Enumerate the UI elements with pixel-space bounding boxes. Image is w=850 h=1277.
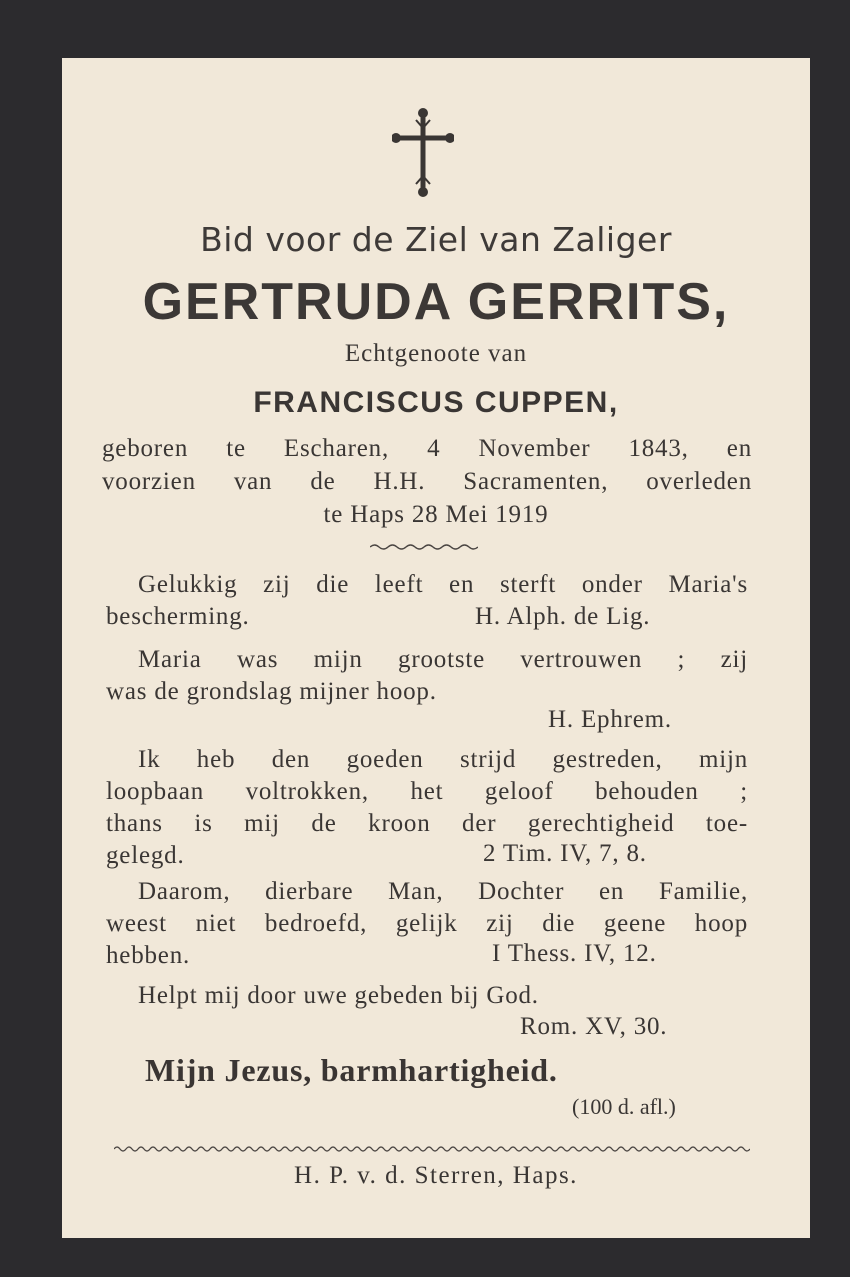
- birth-line: te Haps 28 Mei 1919: [323, 501, 549, 528]
- quote-line: Maria was mijn grootste vertrouwen ; zij: [138, 646, 748, 673]
- quote-text: [106, 744, 748, 872]
- quote-text: [106, 569, 748, 633]
- quote-source: I Thess. IV, 12.: [492, 940, 657, 967]
- spouse-intro: Echtgenoote van: [344, 340, 528, 367]
- ornament-divider: [114, 1144, 750, 1154]
- quote-line: was de grondslag mijner hoop.: [106, 678, 437, 705]
- birth-line: geboren te Escharen, 4 November 1843, en: [102, 435, 752, 462]
- quote-source: H. Alph. de Lig.: [475, 603, 651, 630]
- quote-line: hebben.: [106, 942, 191, 969]
- ornament-divider: [370, 542, 478, 552]
- indulgence-note: (100 d. afl.): [572, 1094, 676, 1119]
- quote-source: H. Ephrem.: [548, 706, 672, 733]
- deceased-name: GERTRUDA GERRITS,: [142, 273, 730, 331]
- quote-line: weest niet bedroefd, gelijk zij die geene hoop: [106, 910, 748, 937]
- closing-prayer: Mijn Jezus, barmhartigheid.: [145, 1052, 558, 1088]
- quote-line: bescherming.: [106, 603, 250, 630]
- quote-line: thans is mij de kroon der gerechtigheid toe-: [106, 810, 748, 837]
- quote-line: Helpt mij door uwe gebeden bij God.: [138, 982, 539, 1009]
- quote-source: Rom. XV, 30.: [520, 1013, 668, 1040]
- quote-line: gelegd.: [106, 842, 185, 869]
- cross-icon: [392, 106, 454, 198]
- quote-line: loopbaan voltrokken, het geloof behouden ;: [106, 778, 748, 805]
- printer-credit: H. P. v. d. Sterren, Haps.: [294, 1162, 578, 1189]
- birth-line: voorzien van de H.H. Sacramenten, overleden: [102, 468, 752, 495]
- quote-line: Daarom, dierbare Man, Dochter en Familie,: [138, 878, 748, 905]
- memorial-card: [62, 58, 810, 1238]
- quote-source: 2 Tim. IV, 7, 8.: [483, 840, 647, 867]
- quote-text: [106, 980, 748, 1012]
- quote-line: Ik heb den goeden strijd gestreden, mijn: [138, 746, 748, 773]
- quote-text: [106, 644, 748, 708]
- birth-death-details: [62, 432, 810, 531]
- quote-line: Gelukkig zij die leeft en sterft onder Maria's: [138, 571, 748, 598]
- card-heading: Bid voor de Ziel van Zaliger: [200, 220, 672, 259]
- spouse-name: FRANCISCUS CUPPEN,: [253, 386, 619, 419]
